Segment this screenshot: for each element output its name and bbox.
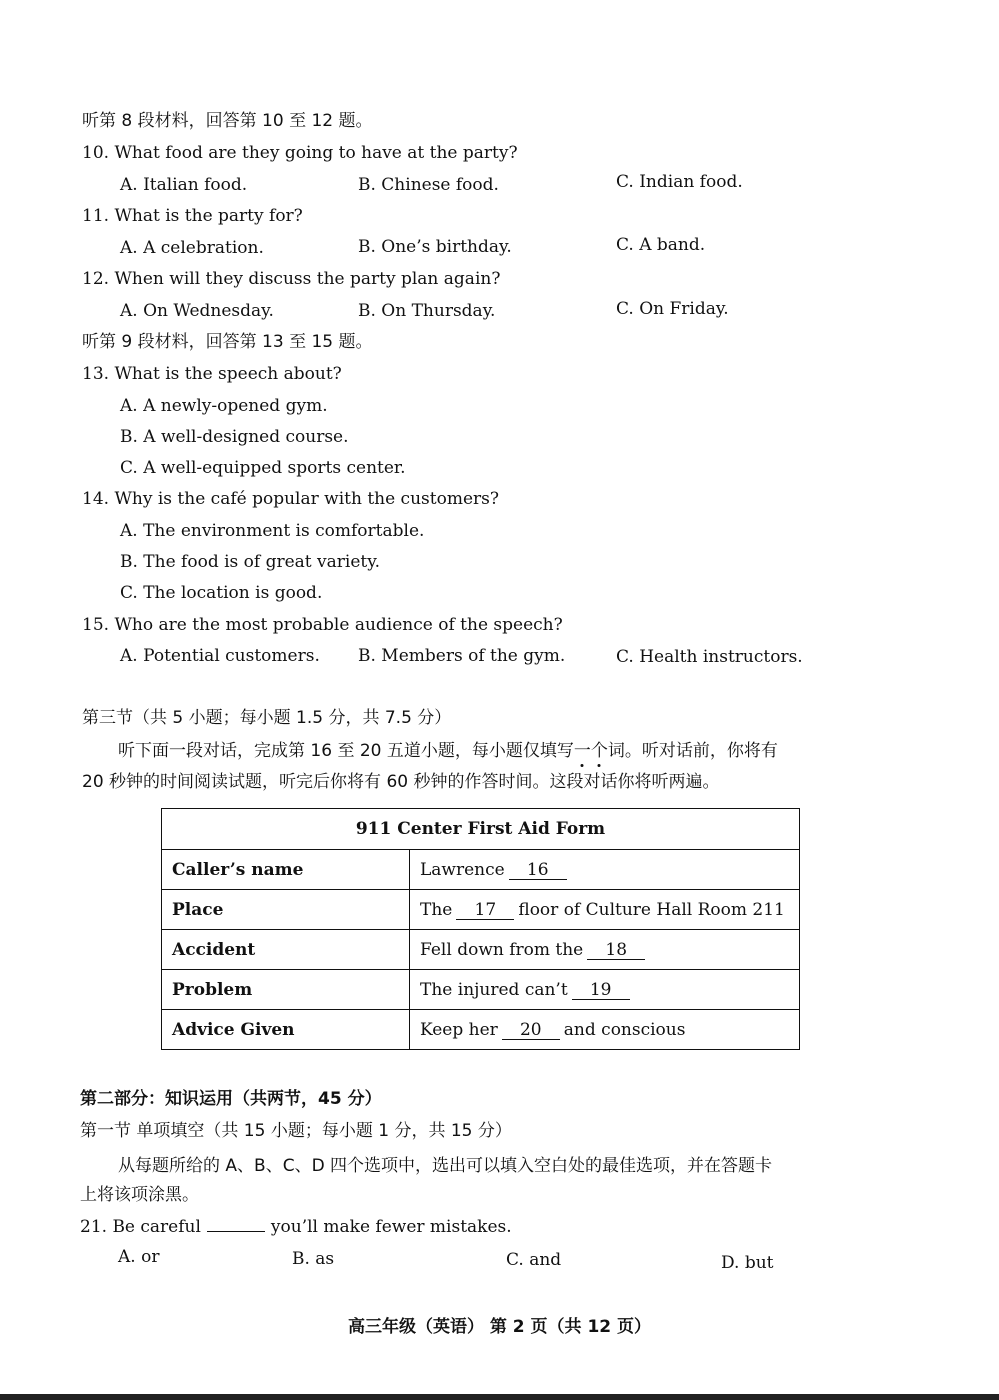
form-value: The 17 floor of Culture Hall Room 211	[410, 890, 800, 930]
question-11-option-b: B. One’s birthday.	[358, 237, 512, 257]
first-aid-form-table	[161, 808, 800, 1050]
form-row	[162, 970, 800, 1010]
page-footer: 高三年级（英语） 第 2 页（共 12 页）	[347, 1317, 652, 1337]
form-label: Place	[162, 890, 410, 930]
question-11-option-c: C. A band.	[616, 235, 706, 255]
question-13-option-a: A. A newly-opened gym.	[120, 396, 328, 416]
answer-blank[interactable]: 20	[502, 1021, 560, 1040]
part2-title: 第二部分：知识运用（共两节，45 分）	[80, 1089, 382, 1109]
part2-section1-title: 第一节 单项填空（共 15 小题；每小题 1 分，共 15 分）	[80, 1121, 512, 1141]
part2-instruction-line2: 上将该项涂黑。	[80, 1185, 199, 1205]
question-21-option-a: A. or	[118, 1247, 160, 1267]
question-14-option-b: B. The food is of great variety.	[120, 552, 380, 572]
answer-blank	[207, 1215, 265, 1232]
question-12-option-a: A. On Wednesday.	[120, 301, 274, 321]
question-21-option-d: D. but	[721, 1253, 774, 1273]
form-row	[162, 850, 800, 890]
form-value: Lawrence 16	[410, 850, 800, 890]
part2-instruction-line1: 从每题所给的 A、B、C、D 四个选项中，选出可以填入空白处的最佳选项，并在答题卡	[118, 1156, 773, 1176]
question-15-option-c: C. Health instructors.	[616, 647, 803, 667]
question-11-stem: 11. What is the party for?	[82, 206, 303, 226]
question-15-option-b: B. Members of the gym.	[358, 646, 566, 666]
form-value: Fell down from the 18	[410, 930, 800, 970]
part3-instruction-line1: 听下面一段对话，完成第 16 至 20 五道小题，每小题仅填写一个词。听对话前，你将有	[118, 741, 778, 761]
question-13-option-b: B. A well-designed course.	[120, 427, 349, 447]
question-21-option-c: C. and	[506, 1250, 562, 1270]
question-21-stem: 21. Be careful you’ll make fewer mistakes.	[80, 1217, 512, 1237]
question-12-option-b: B. On Thursday.	[358, 301, 496, 321]
scan-edge-bar	[0, 1394, 999, 1400]
part3-instruction-line2: 20 秒钟的时间阅读试题，听完后你将有 60 秒钟的作答时间。这段对话你将听两遍。	[82, 772, 720, 792]
question-10-option-a: A. Italian food.	[120, 175, 248, 195]
form-label: Problem	[162, 970, 410, 1010]
form-row	[162, 930, 800, 970]
form-row	[162, 1010, 800, 1050]
answer-blank[interactable]: 18	[587, 941, 645, 960]
question-10-stem: 10. What food are they going to have at the party?	[82, 143, 518, 163]
form-label: Caller’s name	[162, 850, 410, 890]
question-11-option-a: A. A celebration.	[120, 238, 264, 258]
form-title: 911 Center First Aid Form	[162, 809, 800, 850]
question-12-option-c: C. On Friday.	[616, 299, 729, 319]
part3-title: 第三节（共 5 小题；每小题 1.5 分，共 7.5 分）	[82, 708, 452, 728]
form-row	[162, 890, 800, 930]
form-label: Accident	[162, 930, 410, 970]
question-14-option-a: A. The environment is comfortable.	[120, 521, 425, 541]
question-10-option-b: B. Chinese food.	[358, 175, 499, 195]
section-9-header: 听第 9 段材料，回答第 13 至 15 题。	[82, 332, 373, 352]
answer-blank[interactable]: 19	[572, 981, 630, 1000]
form-value: Keep her 20 and conscious	[410, 1010, 800, 1050]
question-14-stem: 14. Why is the café popular with the customers?	[82, 489, 499, 509]
question-21-option-b: B. as	[292, 1249, 335, 1269]
question-13-option-c: C. A well-equipped sports center.	[120, 458, 406, 478]
question-15-stem: 15. Who are the most probable audience of the speech?	[82, 615, 563, 635]
form-label: Advice Given	[162, 1010, 410, 1050]
question-12-stem: 12. When will they discuss the party plan again?	[82, 269, 501, 289]
section-8-header: 听第 8 段材料，回答第 10 至 12 题。	[82, 111, 373, 131]
question-14-option-c: C. The location is good.	[120, 583, 323, 603]
question-13-stem: 13. What is the speech about?	[82, 364, 342, 384]
question-15-option-a: A. Potential customers.	[120, 646, 320, 666]
answer-blank[interactable]: 17	[456, 901, 514, 920]
answer-blank[interactable]: 16	[509, 861, 567, 880]
form-value: The injured can’t 19	[410, 970, 800, 1010]
question-10-option-c: C. Indian food.	[616, 172, 743, 192]
